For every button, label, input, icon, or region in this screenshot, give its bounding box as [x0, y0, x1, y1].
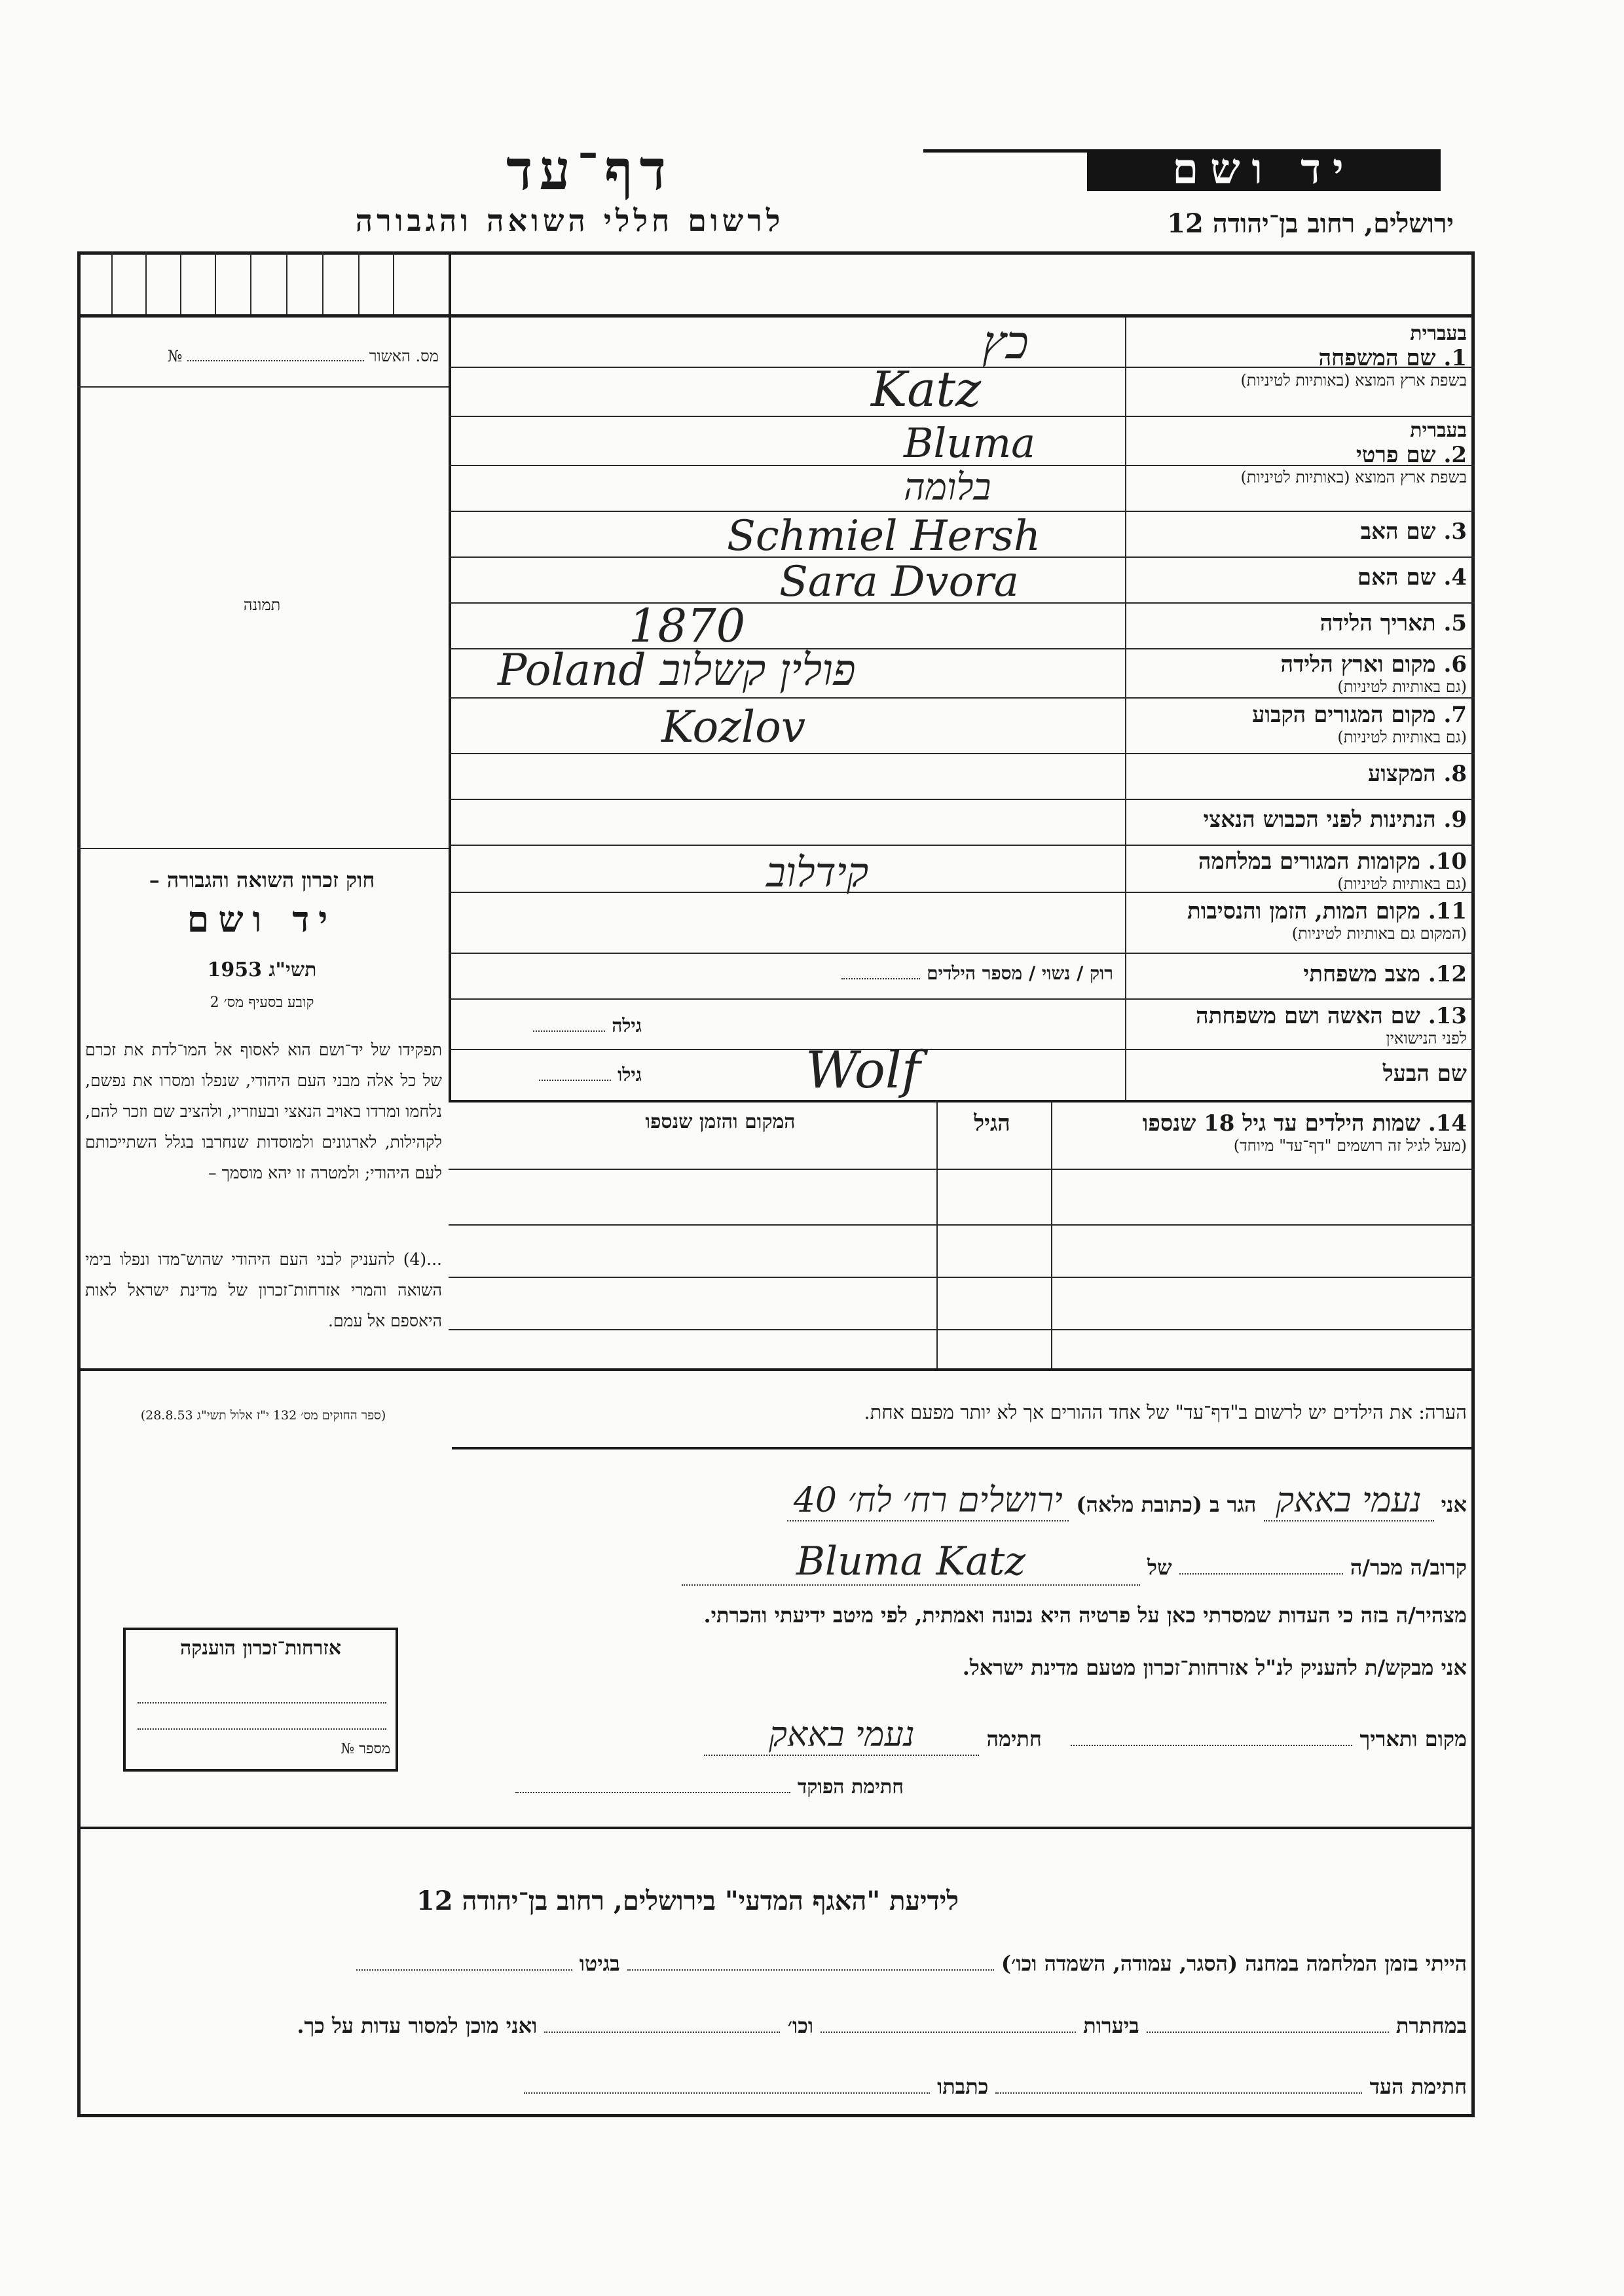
footer-top — [77, 1827, 1475, 1829]
field-14-num: 14. — [1428, 1110, 1467, 1137]
field-11-title: מקום המות, הזמן והנסיבות — [1187, 898, 1420, 924]
children-col-divider — [1051, 1100, 1052, 1368]
row-line — [449, 753, 1475, 754]
code-cell — [393, 251, 394, 314]
children-row-line — [449, 1277, 1475, 1278]
footer-etc-label: וכו׳ — [787, 2013, 814, 2038]
field-3-title: שם האב — [1360, 519, 1436, 545]
husband-age — [471, 1064, 642, 1086]
citizenship-title: אזרחות־זכרון הוענקה — [179, 1637, 342, 1660]
field-5-value[interactable]: 1870 — [629, 599, 746, 653]
relative-name[interactable]: Bluma Katz — [682, 1539, 1140, 1586]
wife-age-label: גילה — [612, 1015, 642, 1036]
officer-signature-line — [458, 1776, 1467, 1798]
field-4-title: שם האם — [1357, 564, 1436, 591]
approval-no-sign: № — [167, 347, 183, 365]
field-10-label — [1133, 848, 1467, 894]
field-9-num: 9. — [1443, 807, 1467, 833]
field-8-num: 8. — [1443, 761, 1467, 787]
field-10-sub: (גם באותיות לטיניות) — [1337, 875, 1467, 893]
code-cell — [215, 251, 216, 314]
code-row-bottom — [77, 314, 1475, 318]
approval-number — [85, 340, 439, 372]
law-reference: (ספר החוקים מס׳ 132 י"ז אלול תשי"ג 28.8.53) — [140, 1408, 386, 1423]
footer-line-1 — [98, 1951, 1467, 1976]
citizenship-no-label: מספר № — [341, 1741, 390, 1757]
field-11-num: 11. — [1428, 898, 1467, 924]
law-name: יד ושם — [187, 898, 337, 940]
citizenship-line — [138, 1728, 386, 1731]
declaration-request: אני מבקש/ת להעניק לנ"ל אזרחות־זכרון מטעם מדינת ישראל. — [962, 1655, 1467, 1680]
field-2-value-hebrew[interactable]: בלומה — [904, 466, 991, 509]
children-row-line — [449, 1224, 1475, 1226]
page-title: דף־עד — [506, 137, 673, 202]
field-1-sub-top: בעברית — [1410, 322, 1467, 345]
field-14-sub: (מעל לגיל זה רושמים "דף־עד" מיוחד) — [1233, 1137, 1467, 1155]
code-cell — [145, 251, 147, 314]
decl-prefix: אני — [1441, 1492, 1467, 1517]
field-2-title: שם פרטי — [1356, 442, 1436, 468]
code-cell — [358, 251, 360, 314]
law-text-1: תפקידו של יד־ושם הוא לאסוף אל המו־לדת את זכרם של כל אלה מבני העם היהודי, שנפלו ומסרו את נפשם, נלחמו ומרדו באויב הנאצי ובעוזריו, ולהציב שם וזכר להם, לקהילות, לארגונים ולמוסדות שנחרבו בגלל השתייכותם לעם היהודי; ולמטרה זו יהא מוסמך – — [85, 1040, 442, 1182]
yad-vashem-logo: יד ושם — [1172, 145, 1356, 194]
children-header-line — [449, 1169, 1475, 1170]
field-5-num: 5. — [1443, 610, 1467, 636]
footer-ghetto-label: בגיטו — [579, 1951, 620, 1976]
field-13-label — [1133, 1003, 1467, 1048]
declaration-statement: מצהיר/ה בזה כי העדות שמסרתי כאן על פרטיה היא נכונה ואמתית, לפי מיטב ידיעתי והכרתי. — [703, 1603, 1467, 1628]
children-place-header: המקום והזמן שנספו — [645, 1110, 796, 1133]
field-2-sub-bottom: בשפת ארץ המוצא (באותיות לטיניות) — [1240, 468, 1467, 486]
field-4-label — [1133, 564, 1467, 591]
field-10-num: 10. — [1428, 848, 1467, 875]
field-2-num: 2. — [1443, 442, 1467, 468]
code-cell — [180, 251, 181, 314]
field-7-num: 7. — [1443, 702, 1467, 728]
row-line — [449, 1049, 1475, 1050]
field-12-num: 12. — [1428, 961, 1467, 987]
sidebar-rule — [77, 848, 449, 849]
field-13-sub: לפני הנישואין — [1386, 1029, 1467, 1048]
field-12-title: מצב משפחתי — [1303, 961, 1420, 987]
field-7-title: מקום המגורים הקבוע — [1252, 702, 1436, 728]
footer-partisans-label: במחתרת — [1395, 2013, 1467, 2038]
wife-age — [471, 1015, 642, 1037]
field-3-value[interactable]: Schmiel Hersh — [727, 512, 1041, 560]
row-line — [449, 799, 1475, 800]
decl-address-label: הגר ב (כתובת מלאה) — [1076, 1492, 1257, 1517]
field-8-label — [1133, 761, 1467, 787]
sidebar-rule — [77, 386, 449, 388]
footer-ready-text: ואני מוכן למסור עדות על כך. — [297, 2013, 538, 2038]
label-column-divider — [1125, 318, 1126, 1100]
field-1-title: שם המשפחה — [1318, 345, 1436, 371]
children-age-header: הגיל — [974, 1110, 1010, 1137]
place-date-label: מקום ותאריך — [1359, 1726, 1467, 1751]
code-cell — [286, 251, 287, 314]
husband-age-label: גילו — [618, 1064, 642, 1085]
field-7-label — [1133, 702, 1467, 747]
row-line — [449, 845, 1475, 846]
field-13-num: 13. — [1428, 1003, 1467, 1029]
officer-label: חתימת הפוקד — [797, 1776, 904, 1798]
field-3-label — [1133, 519, 1467, 545]
field-5-label — [1133, 610, 1467, 636]
field-9-title: הנתינות לפני הכבוש הנאצי — [1203, 807, 1436, 833]
marital-options-text: רוק / נשוי / מספר הילדים — [927, 962, 1113, 984]
row-line — [449, 998, 1475, 1000]
footer-address-label: כתבתו — [937, 2074, 989, 2099]
law-clause: קובע בסעיף מס׳ 2 — [210, 994, 314, 1011]
page-subtitle: לרשום חללי השואה והגבורה — [355, 203, 784, 238]
field-12-label — [1133, 961, 1467, 987]
citizenship-number — [131, 1740, 390, 1757]
field-1-label — [1133, 322, 1467, 390]
children-note: הערה: את הילדים יש לרשום ב"דף־עד" של אחד ההורים אך לא יותר מפעם אחת. — [864, 1401, 1467, 1423]
sidebar-divider — [449, 251, 451, 1102]
field-5-title: תאריך הלידה — [1320, 610, 1436, 636]
footer-title: לידיעת "האגף המדעי" בירושלים, רחוב בן־יהודה 12 — [416, 1886, 959, 1916]
field-14-title: שמות הילדים עד גיל 18 שנספו — [1142, 1110, 1420, 1137]
signer-name[interactable]: נעמי באאק — [1264, 1481, 1434, 1522]
field-2-value-latin[interactable]: Bluma — [904, 419, 1036, 467]
code-cell — [111, 251, 113, 314]
declaration-signature-line — [458, 1715, 1467, 1756]
field-1-num: 1. — [1443, 345, 1467, 371]
note-top — [77, 1368, 1475, 1371]
approval-label: מס. האשור — [369, 347, 439, 365]
law-title: חוק זכרון השואה והגבורה – — [149, 867, 375, 892]
field-2-sub-top: בעברית — [1410, 419, 1467, 442]
field-4-value[interactable]: Sara Dvora — [779, 558, 1019, 606]
field-9-label — [1133, 807, 1467, 833]
field-2-label — [1133, 419, 1467, 487]
field-11-sub: (המקום גם באותיות לטיניות) — [1291, 924, 1467, 943]
code-cell — [322, 251, 323, 314]
declaration-line-1 — [458, 1481, 1467, 1522]
children-col-divider — [936, 1100, 938, 1368]
field-6-label — [1133, 651, 1467, 697]
decl-relation-label: קרוב/ה מכר/ה — [1350, 1555, 1467, 1580]
field-6-title: מקום וארץ הלידה — [1280, 651, 1436, 678]
header-address: ירושלים, רחוב בן־יהודה 12 — [1167, 208, 1454, 239]
field-13-title: שם האשה ושם משפחתה — [1196, 1003, 1420, 1029]
logo-rule — [923, 149, 1090, 153]
row-line — [449, 953, 1475, 954]
citizenship-line — [138, 1702, 386, 1705]
footer-camp-label: הייתי בזמן המלחמה במחנה (הסגר, עמודה, השמדה וכו׳) — [1001, 1951, 1467, 1976]
decl-of-label: של — [1147, 1555, 1172, 1580]
note-bottom — [452, 1447, 1475, 1449]
children-top — [449, 1100, 1475, 1102]
field-10-value[interactable]: קידלוב — [766, 848, 869, 896]
law-text-2: ...(4) להעניק לבני העם היהודי שהוש־מדו ונפלו בימי השואה והמרי אזרחות־זכרון של מדינת ישראל לאות היאספם אל עמם. — [85, 1250, 442, 1330]
law-year: תשי"ג 1953 — [207, 958, 317, 981]
field-1-sub-bottom: בשפת ארץ המוצא (באותיות לטיניות) — [1240, 371, 1467, 390]
footer-line-2 — [98, 2013, 1467, 2038]
field-6-num: 6. — [1443, 651, 1467, 678]
signature-label: חתימה — [986, 1726, 1042, 1751]
signature-value[interactable]: נעמי באאק — [704, 1715, 979, 1756]
field-7-sub: (גם באותיות לטיניות) — [1337, 728, 1467, 746]
footer-line-3 — [98, 2074, 1467, 2099]
field-6-sub: (גם באותיות לטיניות) — [1337, 678, 1467, 696]
signer-address[interactable]: ירושלים רח׳ לח׳ 40 — [787, 1481, 1069, 1522]
footer-witness-label: חתימת העד — [1369, 2074, 1467, 2099]
field-10-title: מקומות המגורים במלחמה — [1198, 848, 1420, 875]
declaration-line-2 — [458, 1539, 1467, 1586]
photo-area-label: תמונה — [243, 596, 281, 614]
field-3-num: 3. — [1443, 519, 1467, 545]
marital-options — [747, 962, 1113, 985]
code-cell — [250, 251, 251, 314]
row-line — [449, 697, 1475, 699]
field-8-title: המקצוע — [1367, 761, 1436, 787]
field-11-label — [1133, 898, 1467, 943]
field-4-num: 4. — [1443, 564, 1467, 591]
husband-value[interactable]: Wolf — [805, 1041, 921, 1100]
field-14-label — [1061, 1110, 1467, 1156]
field-1-value-hebrew[interactable]: כץ — [982, 316, 1029, 369]
field-7-value[interactable]: Kozlov — [661, 702, 806, 752]
field-1-value-latin[interactable]: Katz — [871, 361, 982, 418]
husband-label: שם הבעל — [1382, 1061, 1467, 1087]
field-6-value[interactable]: Poland פולין קשלוב — [498, 645, 856, 695]
footer-forests-label: ביערות — [1083, 2013, 1139, 2038]
children-row-line — [449, 1329, 1475, 1330]
